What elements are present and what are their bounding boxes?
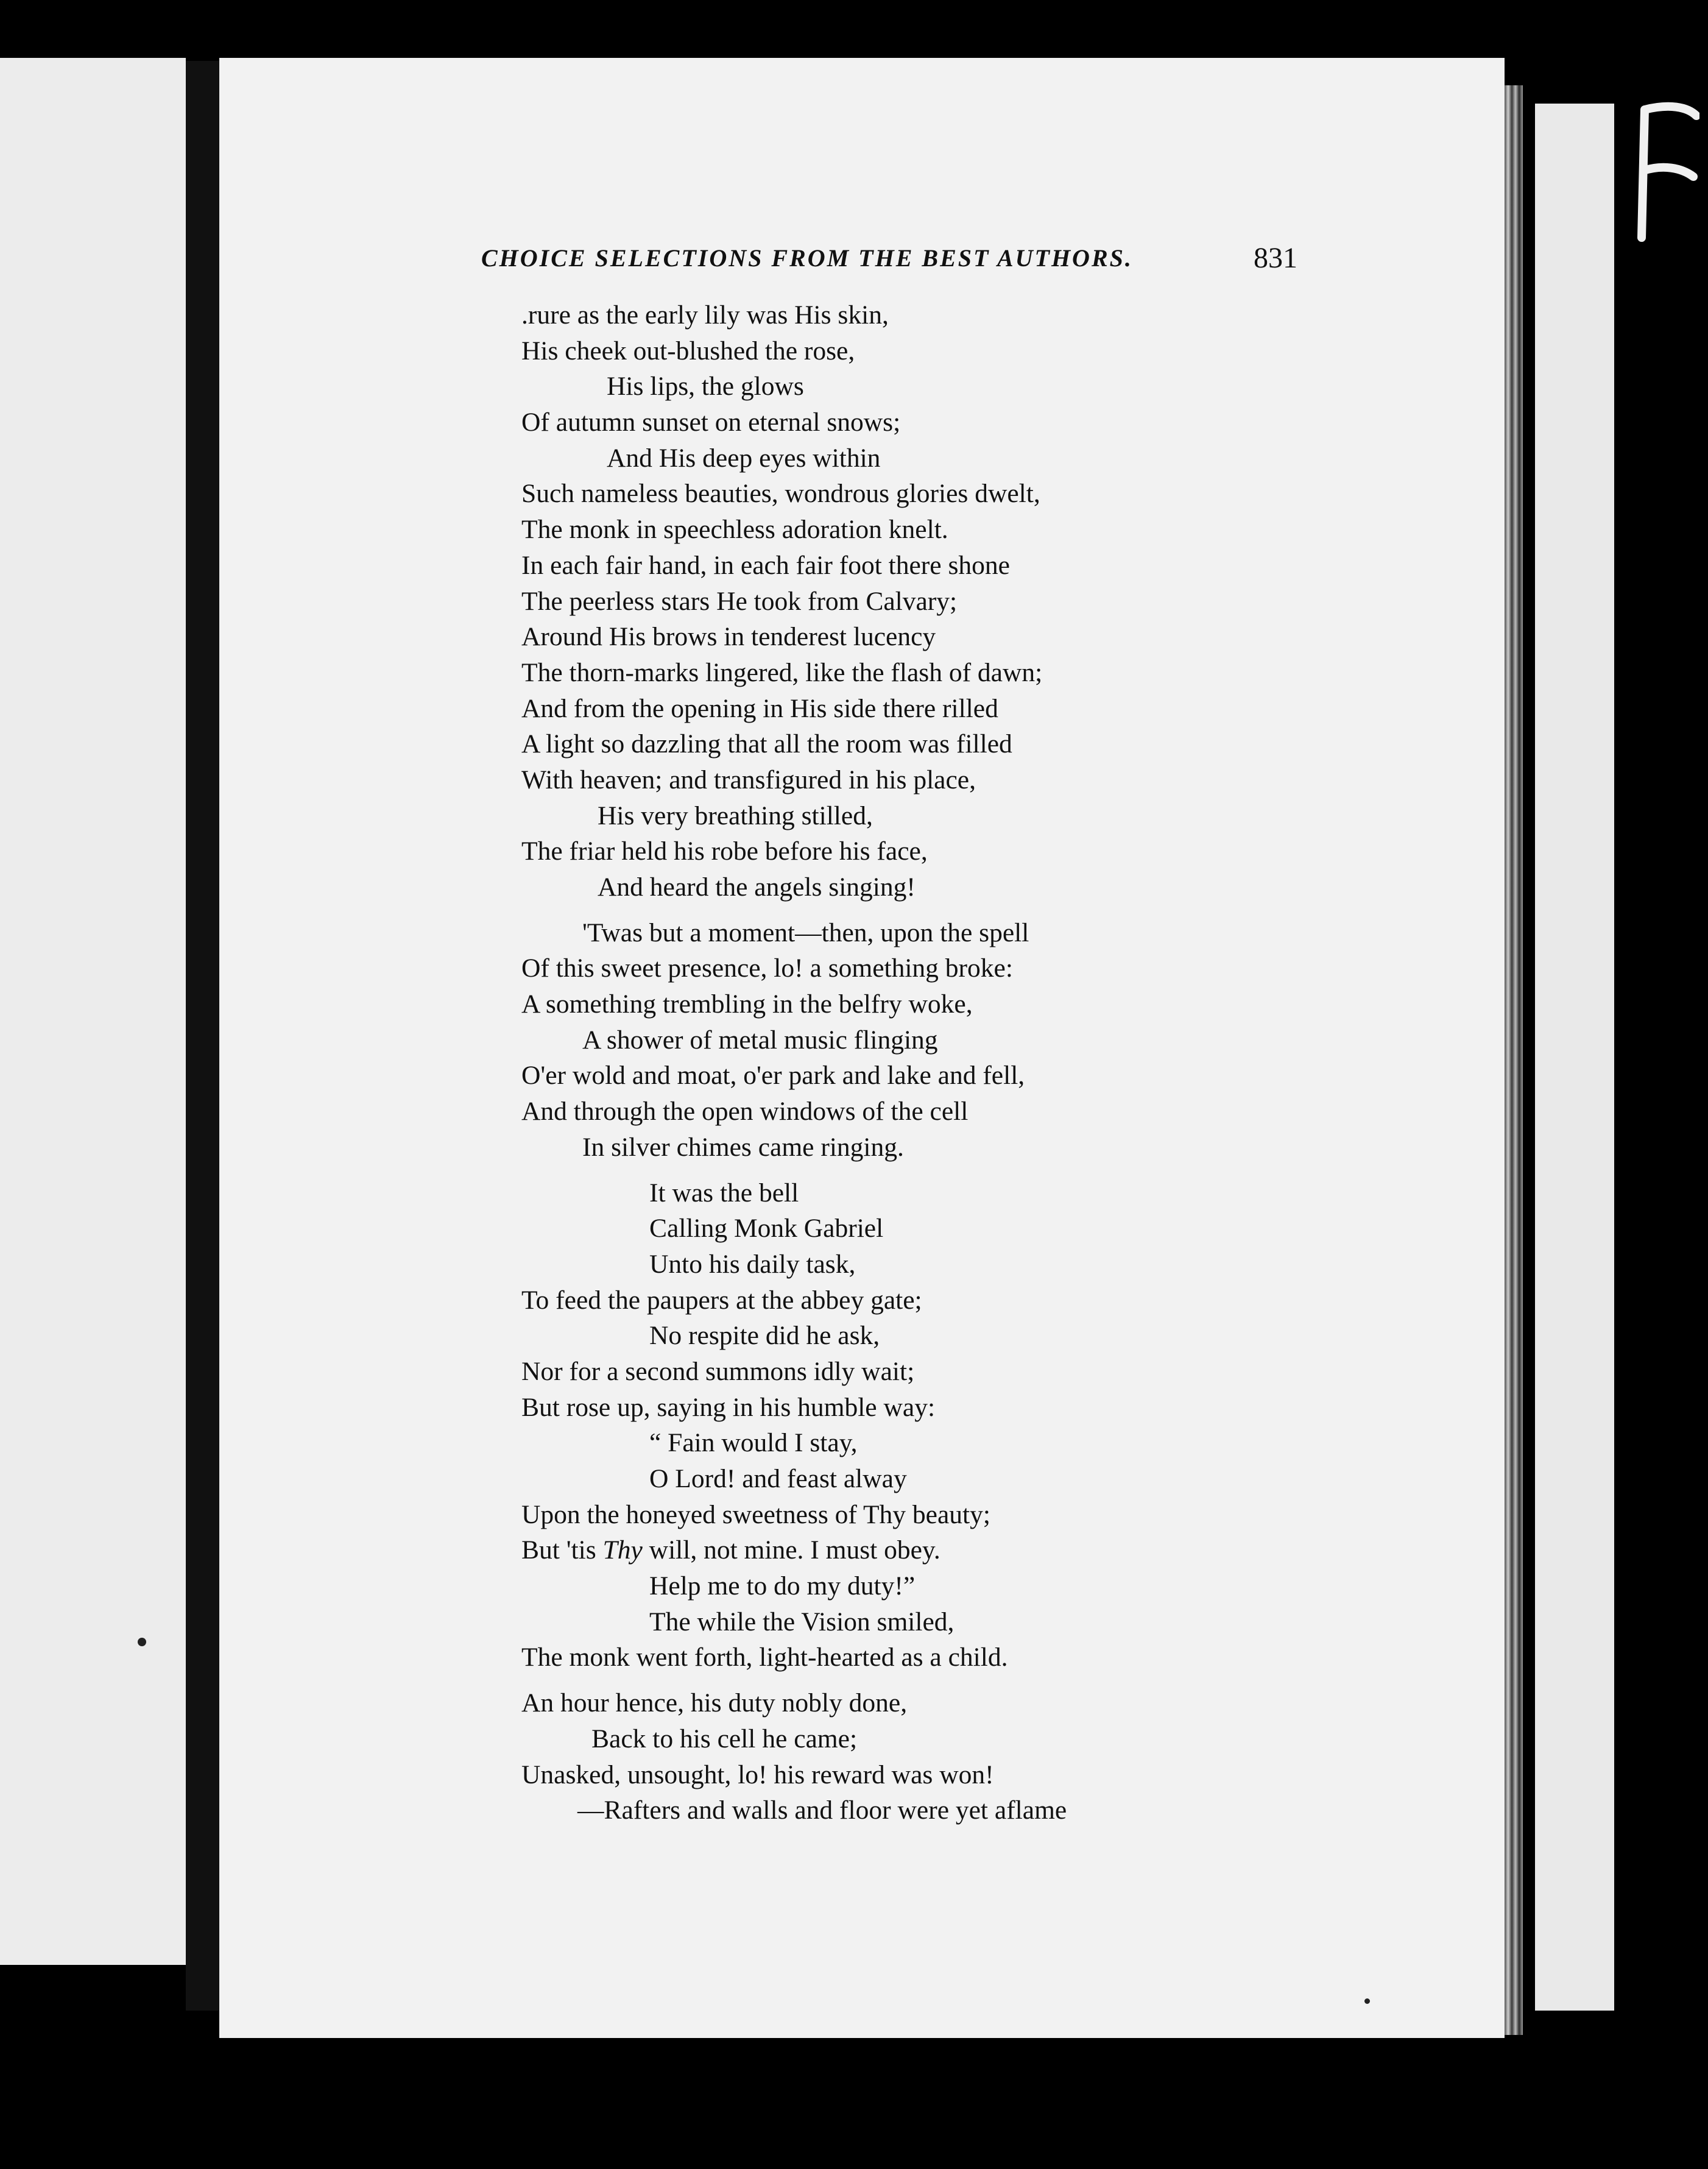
- left-page: [0, 58, 186, 1965]
- poem-line: “ Fain would I stay,: [649, 1428, 858, 1458]
- poem-line: A something trembling in the belfry woke,: [521, 989, 973, 1019]
- corner-mark: [1632, 97, 1699, 244]
- poem-line: And heard the angels singing!: [598, 872, 916, 902]
- poem-line: It was the bell: [649, 1178, 799, 1208]
- poem-line: But rose up, saying in his humble way:: [521, 1392, 936, 1422]
- poem-line: To feed the paupers at the abbey gate;: [521, 1285, 922, 1315]
- poem-line: And His deep eyes within: [607, 443, 881, 473]
- poem-line: The thorn-marks lingered, like the flash of dawn;: [521, 657, 1043, 687]
- page-edge: [1505, 85, 1523, 2035]
- poem-line: Unto his daily task,: [649, 1249, 856, 1279]
- running-head: CHOICE SELECTIONS FROM THE BEST AUTHORS.: [481, 244, 1133, 272]
- poem-line: Unasked, unsought, lo! his reward was won!: [521, 1760, 994, 1789]
- poem-line: His cheek out-blushed the rose,: [521, 336, 855, 366]
- poem-line: In each fair hand, in each fair foot there shone: [521, 550, 1010, 580]
- poem-line: .rure as the early lily was His skin,: [521, 300, 889, 330]
- poem-line: Upon the honeyed sweetness of Thy beauty;: [521, 1499, 990, 1529]
- poem-line: Calling Monk Gabriel: [649, 1214, 884, 1244]
- back-cover-edge: [1535, 104, 1614, 2011]
- poem-line: His lips, the glows: [607, 372, 804, 402]
- book-gutter: [186, 61, 219, 2011]
- ink-spot: [138, 1638, 146, 1646]
- page-number: 831: [1254, 242, 1297, 274]
- poem-line: Of this sweet presence, lo! a something broke:: [521, 954, 1013, 983]
- poem-line: Of autumn sunset on eternal snows;: [521, 408, 901, 437]
- poem-line: O Lord! and feast alway: [649, 1464, 907, 1493]
- poem-line: And from the opening in His side there rilled: [521, 693, 998, 723]
- poem-line: Such nameless beauties, wondrous glories dwelt,: [521, 479, 1040, 509]
- stanza-break: [521, 1166, 1240, 1175]
- poem-line: 'Twas but a moment—then, upon the spell: [582, 918, 1029, 947]
- poem-line: Back to his cell he came;: [591, 1724, 858, 1753]
- poem-line: The friar held his robe before his face,: [521, 837, 928, 866]
- poem-line: A shower of metal music flinging: [582, 1025, 938, 1055]
- poem-line: With heaven; and transfigured in his place,: [521, 765, 976, 794]
- poem-line: An hour hence, his duty nobly done,: [521, 1688, 908, 1718]
- poem-line: The monk went forth, light-hearted as a child.: [521, 1643, 1008, 1672]
- poem-line: The monk in speechless adoration knelt.: [521, 515, 948, 545]
- poem-line: But 'tis Thy will, not mine. I must obey.: [521, 1535, 940, 1565]
- poem-line: No respite did he ask,: [649, 1321, 880, 1351]
- poem-line: The peerless stars He took from Calvary;: [521, 586, 958, 616]
- poem-line: —Rafters and walls and floor were yet aflame: [577, 1796, 1067, 1825]
- page-header: [481, 244, 1297, 286]
- stanza-break: [521, 1675, 1240, 1685]
- poem-line: Around His brows in tenderest lucency: [521, 622, 936, 652]
- poem-line: In silver chimes came ringing.: [582, 1132, 904, 1162]
- poem-line: Help me to do my duty!”: [649, 1571, 916, 1601]
- poem-line: And through the open windows of the cell: [521, 1097, 969, 1127]
- poem-line: The while the Vision smiled,: [649, 1607, 955, 1636]
- ink-spot: [1364, 1998, 1370, 2004]
- poem-line: His very breathing stilled,: [598, 801, 873, 830]
- stanza-break: [521, 905, 1240, 915]
- poem-line: Nor for a second summons idly wait;: [521, 1356, 915, 1386]
- poem-line: O'er wold and moat, o'er park and lake and fell,: [521, 1061, 1025, 1091]
- poem-line: A light so dazzling that all the room was filled: [521, 729, 1012, 759]
- poem-text: [521, 297, 1240, 1828]
